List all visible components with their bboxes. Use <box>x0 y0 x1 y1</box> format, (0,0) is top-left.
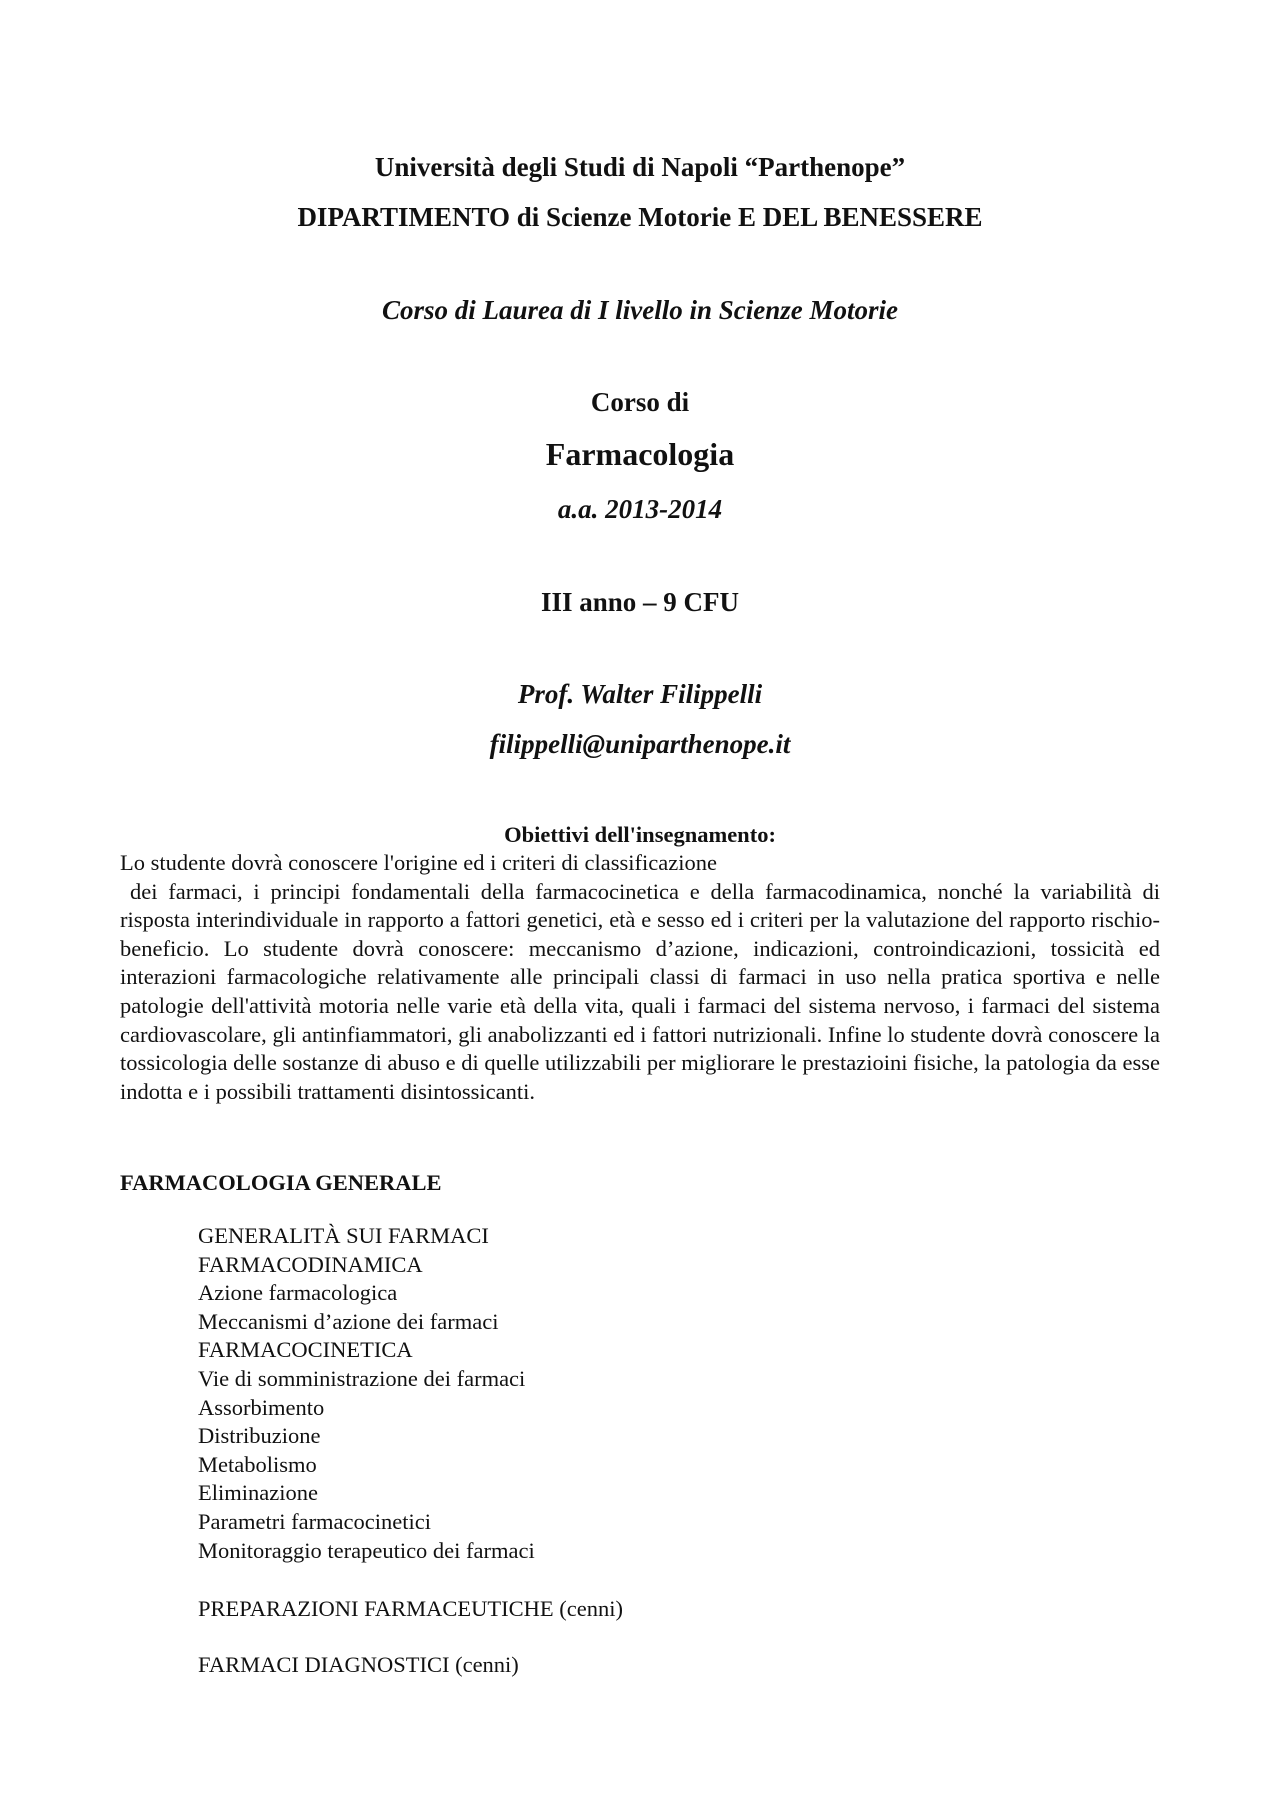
list-item: Assorbimento <box>198 1394 325 1420</box>
professor-name: Prof. Walter Filippelli <box>517 679 763 709</box>
list-item: FARMACOCINETICA <box>198 1337 413 1363</box>
list-item: Parametri farmacocinetici <box>198 1508 431 1534</box>
list-item: Monitoraggio terapeutico dei farmaci <box>198 1537 535 1563</box>
list-item: Meccanismi d’azione dei farmaci <box>198 1308 499 1334</box>
year-cfu: III anno – 9 CFU <box>540 587 740 617</box>
list-item: Distribuzione <box>198 1423 321 1449</box>
list-item: GENERALITÀ SUI FARMACI <box>198 1223 489 1248</box>
course-name: Farmacologia <box>545 436 735 472</box>
objectives-heading: Obiettivi dell'insegnamento: <box>504 822 776 847</box>
objectives-body <box>120 849 1160 1106</box>
course-label: Corso di <box>590 387 690 417</box>
list-item: Vie di somministrazione dei farmaci <box>198 1365 526 1391</box>
list-item: Metabolismo <box>198 1451 317 1477</box>
professor-email[interactable]: filippelli@uniparthenope.it <box>489 729 791 759</box>
list-item: Azione farmacologica <box>198 1280 398 1306</box>
objectives-first-line: Lo studente dovrà conoscere l'origine ed i criteri di classificazione <box>120 850 717 875</box>
topic-list <box>198 1222 535 1565</box>
list-item: Eliminazione <box>198 1480 318 1506</box>
university-title: Università degli Studi di Napoli “Parthenope” <box>374 152 906 182</box>
section-title: FARMACOLOGIA GENERALE <box>120 1170 442 1195</box>
list-item-diagnostici: FARMACI DIAGNOSTICI (cenni) <box>198 1652 519 1677</box>
degree-title: Corso di Laurea di I livello in Scienze Motorie <box>381 295 899 325</box>
academic-year: a.a. 2013-2014 <box>557 494 723 524</box>
department-title: DIPARTIMENTO di Scienze Motorie E DEL BENESSERE <box>297 202 983 232</box>
objectives-paragraph: dei farmaci, i principi fondamentali della farmacocinetica e della farmacodinamica, nonché la variabilità di risposta interindividuale in rapporto a fattori genetici, età e sesso ed i criteri per la valutazione del rapporto rischio-beneficio. Lo studente dovrà conoscere: meccanismo d’azione, indicazioni, controindicazioni, tossicità ed interazioni farmacologiche relativamente alle principali classi di farmaci in uso nella pratica sportiva e nelle patologie dell'attività motoria nelle varie età della vita, quali i farmaci del sistema nervoso, i farmaci del sistema cardiovascolare, gli antinfiammatori, gli anabolizzanti ed i fattori nutrizionali. Infine lo studente dovrà conoscere la tossicologia delle sostanze di abuso e di quelle utilizzabili per migliorare le prestazioini fisiche, la patologia da esse indotta e i possibili trattamenti disintossicanti. <box>120 878 1160 1104</box>
list-item-preparazioni: PREPARAZIONI FARMACEUTICHE (cenni) <box>198 1596 623 1621</box>
list-item: FARMACODINAMICA <box>198 1251 423 1277</box>
